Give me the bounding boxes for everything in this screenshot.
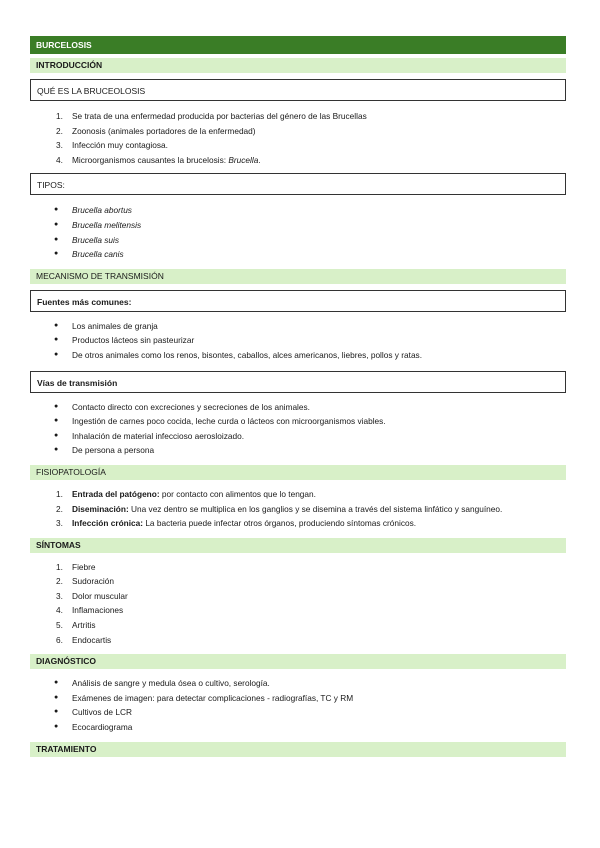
document-page (30, 36, 566, 757)
section-diagnostico: DIAGNÓSTICO (30, 654, 566, 669)
list-item: 1. Entrada del patógeno: por contacto con alimentos que lo tengan. (56, 488, 316, 499)
box-fuentes: Fuentes más comunes: (30, 290, 566, 312)
list-fisiopatologia (30, 487, 566, 531)
section-introduccion: INTRODUCCIÓN (30, 58, 566, 73)
section-tratamiento: TRATAMIENTO (30, 742, 566, 757)
list-item: 4. Inflamaciones (56, 605, 124, 616)
list-item: ● Brucella abortus (54, 205, 132, 216)
list-item: ● Brucella melitensis (54, 219, 142, 230)
list-item: ● Ingestión de carnes poco cocida, leche curda o lácteos con microorganismos viables. (54, 416, 386, 427)
list-item: 4. Microorganismos causantes la brucelosis: Brucella. (56, 154, 261, 165)
list-item: ● Ecocardiograma (54, 722, 133, 733)
list-item: ● Inhalación de material infeccioso aerosloizado. (54, 430, 245, 441)
list-item: ● Cultivos de LCR (54, 707, 132, 718)
list-item: ● Productos lácteos sin pasteurizar (54, 335, 195, 346)
list-item: ● Contacto directo con excreciones y secreciones de los animales. (54, 401, 310, 412)
box-tipos: TIPOS: (30, 173, 566, 195)
list-item: ● De otros animales como los renos, bisontes, caballos, alces americanos, liebres, pollos y ratas. (54, 349, 423, 360)
list-item: 3. Infección muy contagiosa. (56, 140, 168, 151)
box-vias: Vías de transmisión (30, 371, 566, 393)
list-item: ● Los animales de granja (54, 320, 158, 331)
section-sintomas: SÍNTOMAS (30, 538, 566, 553)
list-item: 2. Sudoración (56, 576, 114, 587)
list-diagnostico (30, 676, 566, 734)
document-title: BURCELOSIS (30, 36, 566, 54)
list-item: ● Brucella canis (54, 249, 124, 260)
list-sintomas (30, 560, 566, 648)
section-fisiopatologia: FISIOPATOLOGÍA (30, 465, 566, 480)
list-item: 1. Se trata de una enfermedad producida por bacterias del género de las Brucellas (56, 111, 367, 121)
list-item: 2. Zoonosis (animales portadores de la enfermedad) (56, 125, 256, 136)
list-item: 3. Infección crónica: La bacteria puede infectar otros órganos, produciendo síntomas crónicos. (56, 518, 417, 529)
list-item: ● De persona a persona (54, 445, 155, 456)
list-que-es (30, 109, 566, 167)
box-que-es: QUÉ ES LA BRUCEOLOSIS (30, 79, 566, 101)
list-item: 2. Diseminación: Una vez dentro se multiplica en los ganglios y se disemina a través del sistema linfático y sanguíneo. (56, 503, 503, 514)
list-tipos (30, 203, 566, 261)
list-vias (30, 400, 566, 458)
list-item: ● Brucella suis (54, 234, 120, 245)
list-item: ● Exámenes de imagen: para detectar complicaciones - radiografías, TC y RM (54, 692, 354, 703)
list-item: 3. Dolor muscular (56, 590, 128, 601)
list-fuentes (30, 319, 566, 363)
list-item: 6. Endocartis (56, 634, 112, 645)
list-item: 1. Fiebre (56, 561, 96, 572)
list-item: 5. Artritis (56, 620, 96, 631)
list-item: ● Análisis de sangre y medula ósea o cultivo, serología. (54, 678, 270, 689)
section-mecanismo: MECANISMO DE TRANSMISIÓN (30, 269, 566, 284)
